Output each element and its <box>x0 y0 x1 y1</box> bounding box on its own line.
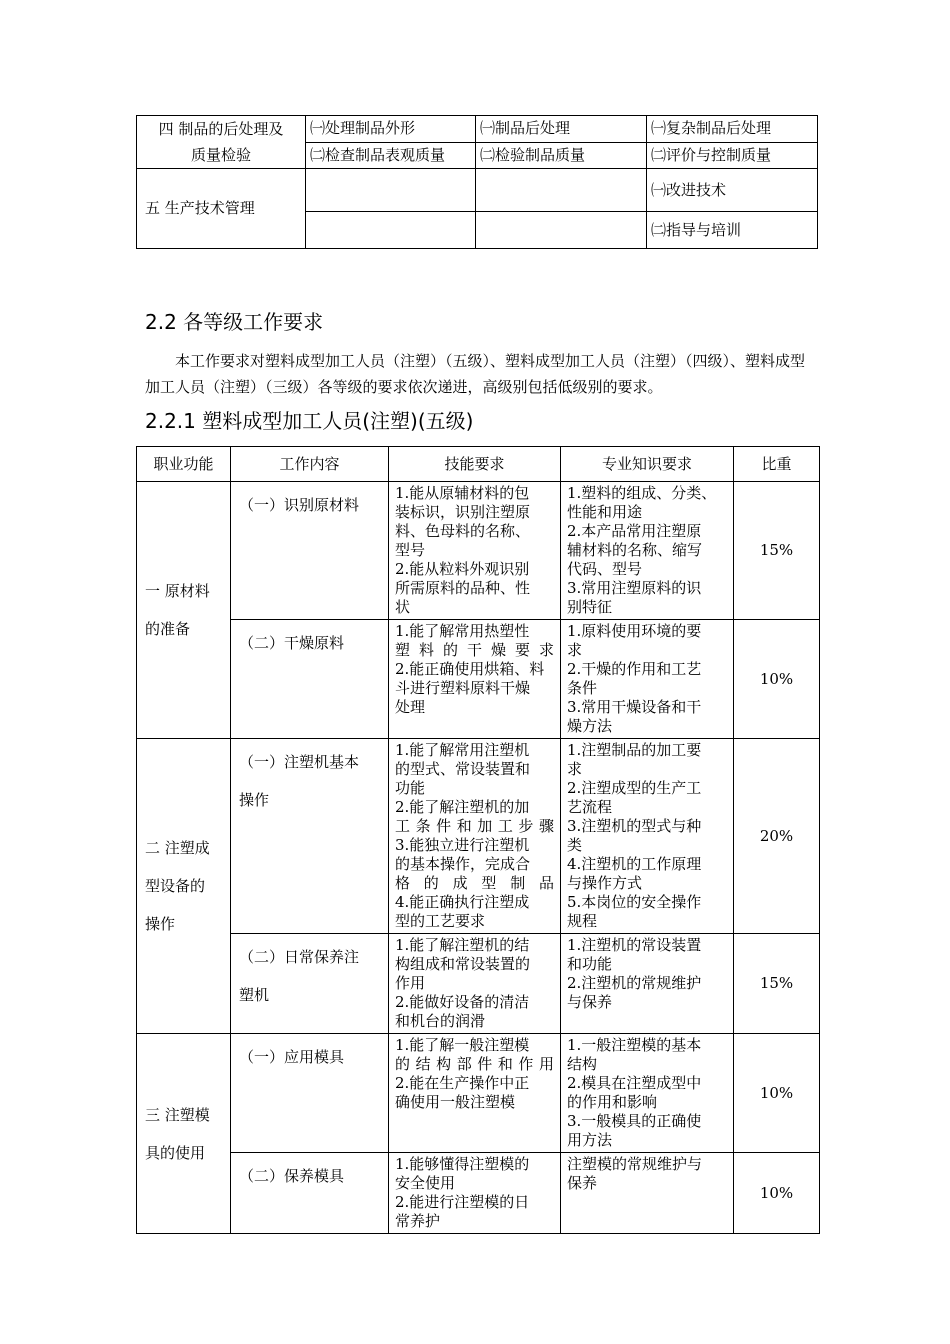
knowledge-requirement-cell-line: 的作用和影响 <box>567 1093 658 1111</box>
function-cell <box>137 116 306 169</box>
weight-cell: 10% <box>734 1034 820 1153</box>
skill-requirement-cell-line: 2.能在生产操作中正 <box>395 1074 530 1092</box>
table-row <box>137 169 818 212</box>
subsection-heading: 2.2.1 塑料成型加工人员(注塑)(五级) <box>145 409 474 433</box>
header-row <box>137 447 820 482</box>
table-cell <box>476 212 647 249</box>
section-heading: 2.2 各等级工作要求 <box>145 310 324 334</box>
knowledge-requirement-cell-line: 与保养 <box>567 993 613 1011</box>
skill-requirement-cell-line: 和机台的润滑 <box>395 1012 486 1030</box>
function-label: 具的使用 <box>145 1143 206 1162</box>
skill-requirement-cell-line: 斗进行塑料原料干燥 <box>395 679 531 697</box>
knowledge-requirement-cell-line: 2.本产品常用注塑原 <box>567 522 702 540</box>
knowledge-requirement-cell-line: 注塑模的常规维护与 <box>567 1155 703 1173</box>
skill-requirement-cell-line: 1.能了解注塑机的结 <box>395 936 530 954</box>
table-cell: ㈡检查制品表观质量 <box>306 142 476 169</box>
knowledge-requirement-cell-line: 2.模具在注塑成型中 <box>567 1074 702 1092</box>
skill-requirement-cell-line: 作用 <box>395 974 426 992</box>
column-header: 职业功能 <box>137 447 231 482</box>
skill-requirement-cell <box>389 934 561 1034</box>
knowledge-requirement-cell-line: 和功能 <box>567 955 613 973</box>
function-label: 操作 <box>145 915 176 933</box>
function-cell <box>137 482 231 739</box>
knowledge-requirement-cell-line: 与操作方式 <box>567 874 643 892</box>
knowledge-requirement-cell-line: 5.本岗位的安全操作 <box>567 893 702 911</box>
knowledge-requirement-cell-line: 1.注塑机的常设装置 <box>567 936 702 954</box>
knowledge-requirement-cell <box>561 1034 734 1153</box>
skill-requirement-cell-line: 2.能从粒料外观识别 <box>395 560 530 578</box>
knowledge-requirement-cell-line: 艺流程 <box>567 798 613 816</box>
skill-requirement-cell-line: 型的工艺要求 <box>395 912 486 930</box>
skill-requirement-cell-line: 1.能了解常用注塑机 <box>395 741 530 759</box>
knowledge-requirement-cell <box>561 482 734 620</box>
requirements-table <box>136 446 820 1234</box>
work-content-cell <box>231 620 389 739</box>
skill-requirement-cell-line: 所需原料的品种、性 <box>395 579 531 597</box>
skill-requirement-cell-line: 料、色母料的名称、 <box>395 522 531 540</box>
knowledge-requirement-cell-line: 2.注塑机的常规维护 <box>567 974 702 992</box>
weight-cell: 15% <box>734 482 820 620</box>
table-row <box>137 620 820 739</box>
knowledge-requirement-cell <box>561 934 734 1034</box>
skill-requirement-cell-line: 状 <box>395 598 411 616</box>
knowledge-requirement-cell <box>561 620 734 739</box>
knowledge-requirement-cell-line: 3.常用干燥设备和干 <box>567 698 702 716</box>
function-label: 的准备 <box>145 620 191 638</box>
skill-requirement-cell-line: 型号 <box>395 541 426 559</box>
skill-requirement-cell-line: 1.能了解常用热塑性 <box>395 622 530 640</box>
work-content-cell <box>231 1153 389 1234</box>
knowledge-requirement-cell-line: 2.干燥的作用和工艺 <box>567 660 702 678</box>
table-row <box>137 934 820 1034</box>
work-content-cell <box>231 1034 389 1153</box>
work-content-cell-line: （二）保养模具 <box>239 1167 345 1185</box>
table-row <box>137 482 820 620</box>
knowledge-requirement-cell-line: 2.注塑成型的生产工 <box>567 779 702 797</box>
weight-cell: 10% <box>734 1153 820 1234</box>
skill-requirement-cell-line: 常养护 <box>395 1212 441 1230</box>
skill-requirement-cell-line: 确使用一般注塑模 <box>395 1093 516 1111</box>
knowledge-requirement-cell-line: 保养 <box>567 1174 598 1192</box>
knowledge-requirement-cell-line: 别特征 <box>567 598 613 616</box>
knowledge-requirement-cell-line: 1.注塑制品的加工要 <box>567 741 702 759</box>
table-cell: ㈠改进技术 <box>647 169 818 212</box>
function-cell: 五 生产技术管理 <box>137 169 306 249</box>
weight-cell: 20% <box>734 739 820 934</box>
knowledge-requirement-cell-line: 性能和用途 <box>567 503 643 521</box>
skill-requirement-cell-line: 1.能够懂得注塑模的 <box>395 1155 530 1173</box>
column-header: 技能要求 <box>389 447 561 482</box>
knowledge-requirement-cell-line: 1.塑料的组成、分类、 <box>567 484 717 502</box>
knowledge-requirement-cell-line: 用方法 <box>567 1131 613 1149</box>
table-cell: ㈠复杂制品后处理 <box>647 116 818 143</box>
skill-requirement-cell-line: 安全使用 <box>395 1174 456 1192</box>
work-content-cell <box>231 482 389 620</box>
work-content-cell-line: （一）识别原材料 <box>239 496 360 514</box>
table-cell <box>306 212 476 249</box>
work-content-cell-line: （二）日常保养注 <box>239 948 360 966</box>
function-cell <box>137 1034 231 1234</box>
weight-cell: 15% <box>734 934 820 1034</box>
function-label: 质量检验 <box>190 146 251 164</box>
knowledge-requirement-cell-line: 结构 <box>567 1055 598 1073</box>
knowledge-requirement-cell-line: 3.一般模具的正确使 <box>567 1112 702 1130</box>
table-cell: ㈡检验制品质量 <box>476 142 647 169</box>
skill-requirement-cell <box>389 620 561 739</box>
table-cell: ㈡指导与培训 <box>647 212 818 249</box>
skill-requirement-cell <box>389 739 561 934</box>
work-content-cell-line: （二）干燥原料 <box>239 634 345 652</box>
skill-requirement-cell-line: 2.能正确使用烘箱、料 <box>395 660 545 678</box>
table-cell: ㈠制品后处理 <box>476 116 647 143</box>
function-label: 型设备的 <box>145 877 206 895</box>
knowledge-requirement-cell-line: 3.注塑机的型式与种 <box>567 817 702 835</box>
function-label: 一 原材料 <box>145 582 210 600</box>
skill-requirement-cell-line: 塑 料 的 干 燥 要 求 <box>395 641 554 659</box>
skill-requirement-cell-line: 构组成和常设装置的 <box>395 955 531 973</box>
skill-requirement-cell-line: 装标识，识别注塑原 <box>395 503 531 521</box>
knowledge-requirement-cell-line: 求 <box>567 760 583 778</box>
knowledge-requirement-cell <box>561 739 734 934</box>
function-cell <box>137 739 231 1034</box>
work-content-cell <box>231 934 389 1034</box>
column-header: 专业知识要求 <box>561 447 734 482</box>
knowledge-requirement-cell-line: 规程 <box>567 912 598 930</box>
grade-overview-table <box>136 115 818 249</box>
table-row <box>137 739 820 934</box>
skill-requirement-cell-line: 2.能进行注塑模的日 <box>395 1193 530 1211</box>
intro-paragraph: 本工作要求对塑料成型加工人员（注塑）（五级）、塑料成型加工人员（注塑）（四级）、塑料成型加工人员（注塑）（三级）各等级的要求依次递进，高级别包括低级别的要求。 <box>145 352 806 396</box>
table-cell: ㈠处理制品外形 <box>306 116 476 143</box>
skill-requirement-cell <box>389 1153 561 1234</box>
knowledge-requirement-cell-line: 条件 <box>567 679 598 697</box>
knowledge-requirement-cell-line: 辅材料的名称、缩写 <box>567 541 703 559</box>
table-row <box>137 116 818 143</box>
skill-requirement-cell-line: 1.能了解一般注塑模 <box>395 1036 530 1054</box>
function-label: 二 注塑成 <box>145 839 210 857</box>
knowledge-requirement-cell-line: 4.注塑机的工作原理 <box>567 855 702 873</box>
skill-requirement-cell <box>389 482 561 620</box>
skill-requirement-cell-line: 2.能了解注塑机的加 <box>395 798 530 816</box>
knowledge-requirement-cell-line: 1.原料使用环境的要 <box>567 622 702 640</box>
knowledge-requirement-cell-line: 1.一般注塑模的基本 <box>567 1036 702 1054</box>
table-cell <box>306 169 476 212</box>
knowledge-requirement-cell-line: 燥方法 <box>567 717 613 735</box>
knowledge-requirement-cell-line: 类 <box>567 836 583 854</box>
function-label: 三 注塑模 <box>145 1105 210 1124</box>
knowledge-requirement-cell-line: 代码、型号 <box>567 560 643 578</box>
skill-requirement-cell-line: 功能 <box>395 779 426 797</box>
skill-requirement-cell-line: 处理 <box>395 698 426 716</box>
skill-requirement-cell-line: 2.能做好设备的清洁 <box>395 993 530 1011</box>
knowledge-requirement-cell <box>561 1153 734 1234</box>
table-cell <box>476 169 647 212</box>
knowledge-requirement-cell-line: 求 <box>567 641 583 659</box>
function-label: 四 制品的后处理及 <box>158 120 284 138</box>
skill-requirement-cell-line: 1.能从原辅材料的包 <box>395 484 530 502</box>
skill-requirement-cell-line: 4.能正确执行注塑成 <box>395 893 530 911</box>
skill-requirement-cell-line: 的 结 构 部 件 和 作 用 <box>395 1055 554 1073</box>
skill-requirement-cell <box>389 1034 561 1153</box>
table-row <box>137 1153 820 1234</box>
table-row <box>137 1034 820 1153</box>
work-content-cell-line: 塑机 <box>239 986 270 1004</box>
skill-requirement-cell-line: 3.能独立进行注塑机 <box>395 836 530 854</box>
work-content-cell-line: （一）注塑机基本 <box>239 753 360 771</box>
skill-requirement-cell-line: 的型式、常设装置和 <box>395 760 531 778</box>
skill-requirement-cell-line: 格 的 成 型 制 品 <box>395 874 554 892</box>
column-header: 比重 <box>734 447 820 482</box>
work-content-cell-line: （一）应用模具 <box>239 1048 345 1066</box>
skill-requirement-cell-line: 工 条 件 和 加 工 步 骤 <box>395 817 554 835</box>
weight-cell: 10% <box>734 620 820 739</box>
table-cell: ㈡评价与控制质量 <box>647 142 818 169</box>
work-content-cell-line: 操作 <box>239 791 270 809</box>
work-content-cell <box>231 739 389 934</box>
skill-requirement-cell-line: 的基本操作，完成合 <box>395 855 531 873</box>
knowledge-requirement-cell-line: 3.常用注塑原料的识 <box>567 579 702 597</box>
column-header: 工作内容 <box>231 447 389 482</box>
